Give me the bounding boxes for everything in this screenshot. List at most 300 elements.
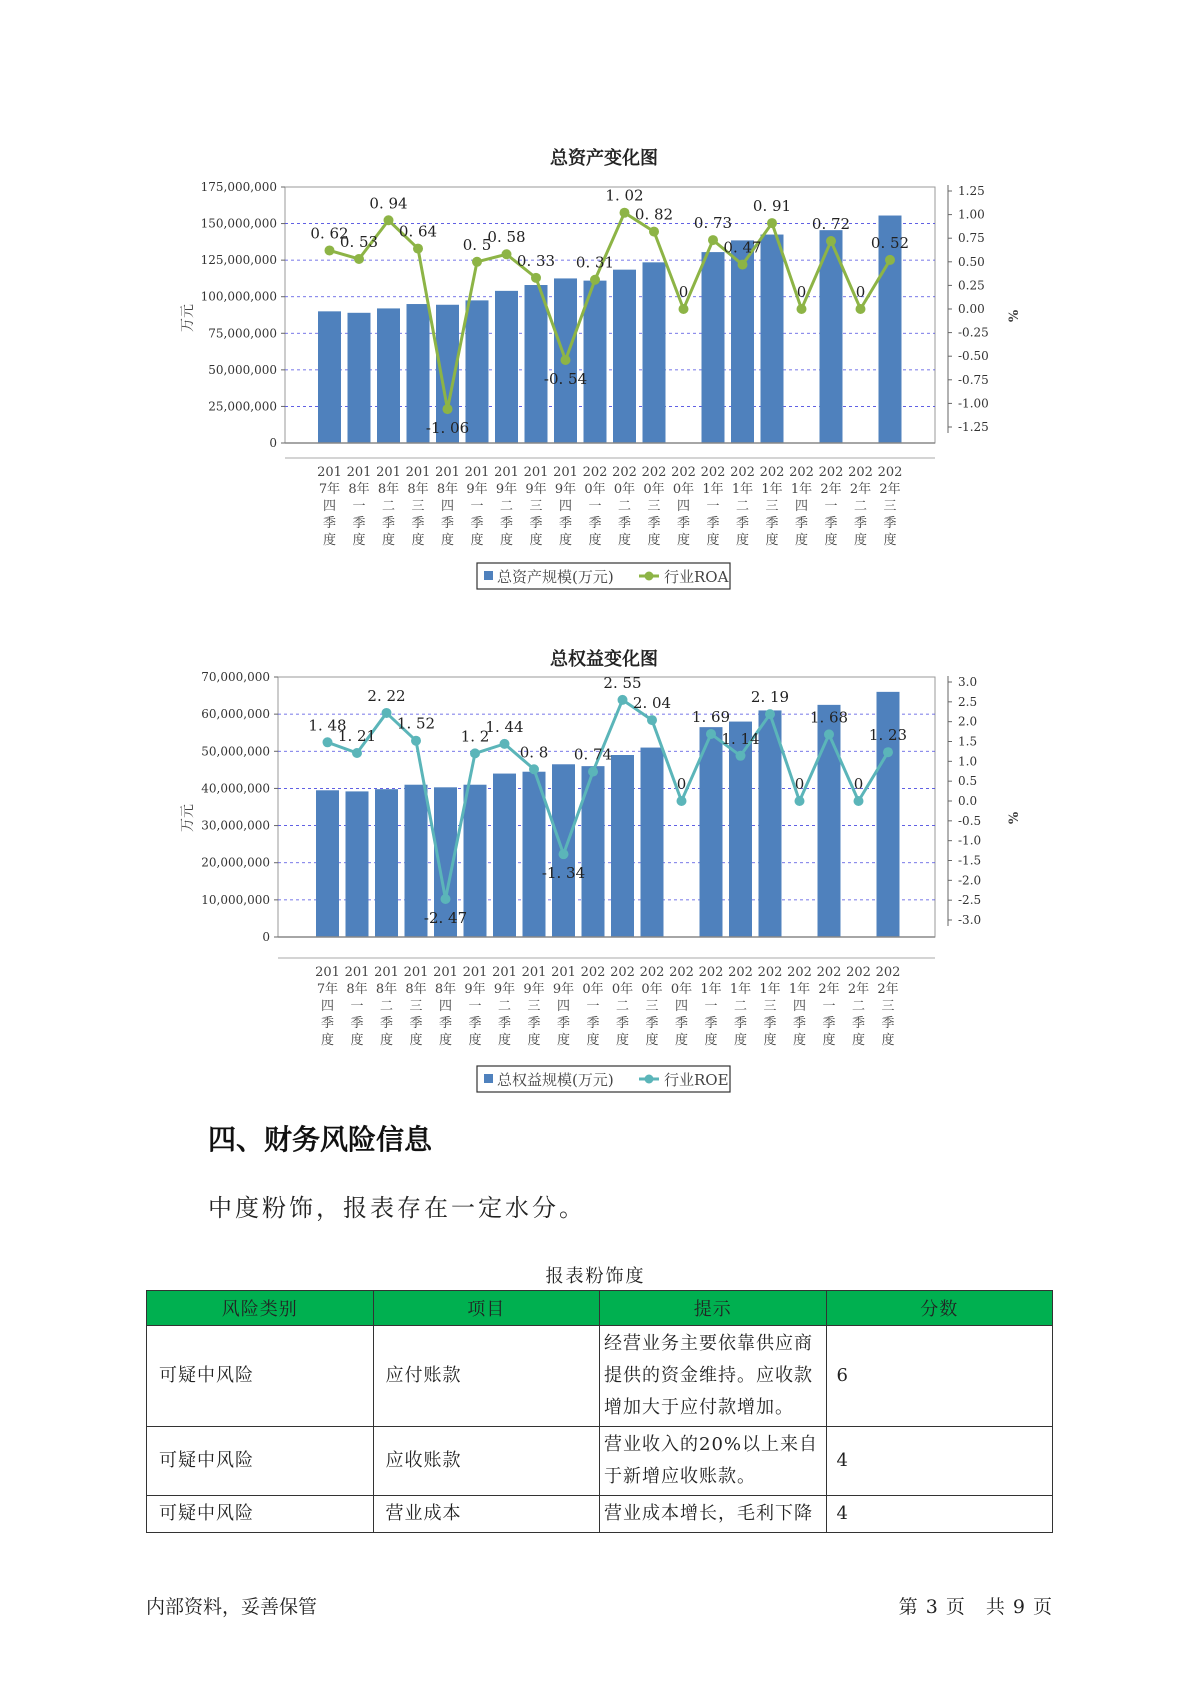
left-tick-label: 50,000,000 (201, 744, 270, 759)
category-label: 季 (853, 516, 868, 531)
line-point (826, 236, 836, 246)
category-label: 201 (494, 465, 519, 480)
line-point (441, 894, 451, 904)
data-label: 0. 74 (573, 745, 613, 764)
category-label: 8年 (407, 482, 429, 497)
category-label: 202 (612, 465, 637, 480)
category-label: 四 (556, 999, 571, 1014)
category-label: 季 (794, 516, 809, 531)
category-label: 一 (470, 499, 484, 514)
left-tick-label: 40,000,000 (201, 781, 270, 796)
category-label: 三 (645, 999, 659, 1014)
data-label: -0. 54 (543, 369, 588, 388)
category-label: 三 (527, 999, 541, 1014)
line-point (472, 257, 482, 267)
data-label: 0 (794, 775, 805, 793)
category-label: 201 (374, 965, 399, 980)
category-label: 度 (824, 533, 838, 548)
category-label: 三 (765, 499, 779, 514)
legend-bar-swatch (484, 1074, 493, 1083)
right-tick-label: 0.25 (958, 278, 985, 293)
category-label: 202 (787, 965, 812, 980)
category-label: 202 (759, 465, 785, 480)
category-label: 季 (822, 1016, 836, 1031)
category-label: 8年 (434, 982, 457, 997)
category-label: 度 (792, 1033, 807, 1048)
category-label: 202 (669, 965, 694, 980)
category-label: 季 (379, 1016, 394, 1031)
category-label: 四 (676, 499, 691, 514)
left-axis-label: 万元 (180, 304, 196, 332)
line-point (529, 764, 539, 774)
category-label: 8年 (348, 482, 370, 497)
bar (700, 727, 723, 937)
data-label: 0. 64 (398, 222, 438, 241)
right-tick-label: 1.5 (958, 734, 978, 749)
category-label: 季 (529, 516, 543, 531)
category-label: 7年 (318, 482, 341, 497)
category-label: 一 (588, 499, 602, 514)
legend-bar-label: 总权益规模(万元) (497, 1071, 614, 1089)
category-label: 201 (405, 465, 431, 480)
line-point (323, 737, 333, 747)
legend-line-swatch (645, 572, 654, 581)
category-label: 二 (735, 499, 750, 514)
data-label: 0. 53 (339, 232, 379, 251)
line-point (767, 218, 777, 228)
category-label: 季 (735, 516, 750, 531)
bar (761, 235, 784, 443)
right-tick-label: -0.75 (958, 372, 989, 387)
category-label: 季 (499, 516, 514, 531)
category-label: 三 (411, 499, 425, 514)
legend (477, 563, 730, 589)
category-label: 度 (883, 533, 897, 548)
bar (495, 291, 518, 443)
category-label: 1年 (702, 482, 724, 497)
line-point (352, 748, 362, 758)
category-label: 202 (698, 965, 724, 980)
tip-cell: 营业收入的20%以上来自于新增应收账款。 (600, 1427, 827, 1496)
category-label: 季 (824, 516, 838, 531)
right-tick-label: 2.5 (958, 694, 978, 709)
category-label: 季 (468, 1016, 482, 1031)
category-label: 三 (409, 999, 423, 1014)
category-label: 度 (645, 1033, 659, 1048)
bar (377, 308, 400, 443)
data-label: 0. 8 (519, 743, 549, 762)
category-label: 2年 (849, 482, 872, 497)
bar (611, 755, 634, 937)
category-label: 201 (344, 965, 370, 980)
category-label: 201 (315, 965, 340, 980)
category-label: 201 (523, 465, 549, 480)
category-label: 度 (794, 533, 809, 548)
right-tick-label: 0.5 (958, 774, 978, 789)
data-label: -1. 34 (541, 864, 586, 883)
line-point (500, 739, 510, 749)
category-label: 201 (317, 465, 342, 480)
category-label: 一 (706, 499, 720, 514)
category-label: 8年 (377, 482, 400, 497)
category-label: 度 (735, 533, 750, 548)
category-label: 季 (440, 516, 455, 531)
category-label: 三 (763, 999, 777, 1014)
line-point (795, 796, 805, 806)
left-tick-label: 175,000,000 (200, 180, 277, 194)
bar (759, 710, 782, 937)
bar (702, 252, 725, 443)
category-label: 1年 (761, 482, 783, 497)
data-label: 2. 19 (750, 688, 790, 707)
line-point (354, 254, 364, 264)
category-label: 202 (877, 465, 903, 480)
data-label: 0. 62 (310, 224, 349, 243)
line-point (413, 244, 423, 254)
line-point (502, 249, 512, 259)
line-point (620, 208, 630, 218)
category-label: 202 (816, 965, 842, 980)
table-row (147, 1326, 1053, 1427)
category-label: 201 (553, 465, 578, 480)
category-label: 度 (558, 533, 573, 548)
data-label: 1. 69 (691, 707, 731, 726)
chart-title: 总权益变化图 (550, 649, 658, 670)
category-label: 季 (674, 1016, 689, 1031)
right-tick-label: -1.00 (958, 396, 989, 411)
category-label: 三 (529, 499, 543, 514)
category-label: 202 (730, 465, 755, 480)
category-label: 201 (521, 965, 547, 980)
category-label: 8年 (375, 982, 398, 997)
header-score: 分数 (826, 1291, 1053, 1326)
category-label: 201 (462, 965, 488, 980)
category-label: 9年 (493, 982, 516, 997)
category-label: 季 (556, 1016, 571, 1031)
category-label: 1年 (731, 482, 754, 497)
data-label: 0. 5 (462, 235, 492, 254)
category-label: 度 (853, 533, 868, 548)
data-label: 1. 44 (485, 717, 524, 736)
category-label: 四 (440, 499, 455, 514)
category-label: 一 (586, 999, 600, 1014)
data-label: 0. 91 (752, 197, 792, 216)
category-label: 度 (497, 1033, 512, 1048)
category-label: 2年 (820, 482, 842, 497)
category-label: 1年 (729, 982, 752, 997)
category-label: 0年 (641, 982, 663, 997)
category-label: 度 (822, 1033, 836, 1048)
category-label: 季 (438, 1016, 453, 1031)
line-point (647, 715, 657, 725)
category-label: 2年 (879, 482, 901, 497)
table-header-row (147, 1291, 1053, 1326)
category-label: 度 (556, 1033, 571, 1048)
category-label: 二 (499, 499, 514, 514)
category-label: 季 (647, 516, 661, 531)
category-label: 度 (322, 533, 337, 548)
category-label: 9年 (523, 982, 545, 997)
category-label: 三 (883, 499, 897, 514)
category-label: 度 (617, 533, 632, 548)
score-cell: 6 (826, 1326, 1053, 1427)
right-tick-label: 0.0 (958, 794, 978, 808)
line-point (588, 767, 598, 777)
data-label: 1. 68 (809, 708, 849, 727)
right-axis-label: % (1007, 309, 1022, 323)
line-point (559, 849, 569, 859)
category-label: 0年 (584, 482, 606, 497)
left-tick-label: 20,000,000 (201, 855, 270, 870)
tip-cell: 营业成本增长，毛利下降 (600, 1496, 827, 1533)
category-label: 202 (671, 465, 696, 480)
category-label: 季 (617, 516, 632, 531)
bar (375, 789, 398, 937)
line-point (885, 255, 895, 265)
category-label: 201 (435, 465, 460, 480)
line-point (883, 747, 893, 757)
category-label: 201 (433, 965, 458, 980)
header-risk-category: 风险类别 (147, 1291, 374, 1326)
category-label: 度 (527, 1033, 541, 1048)
category-label: 9年 (525, 482, 547, 497)
data-label: 1. 21 (337, 727, 377, 746)
plot-area (201, 180, 989, 548)
category-label: 0年 (672, 482, 695, 497)
category-label: 一 (822, 999, 836, 1014)
category-label: 一 (352, 499, 366, 514)
data-label: -1. 06 (425, 419, 470, 438)
right-tick-label: 0.00 (958, 302, 985, 316)
category-label: 202 (875, 965, 901, 980)
category-label: 度 (706, 533, 720, 548)
category-label: 度 (615, 1033, 630, 1048)
category-label: 202 (582, 465, 608, 480)
category-label: 度 (529, 533, 543, 548)
category-label: 季 (615, 1016, 630, 1031)
category-label: 1年 (700, 982, 722, 997)
right-tick-label: -1.5 (958, 853, 982, 868)
category-label: 季 (706, 516, 720, 531)
right-tick-label: -1.25 (958, 420, 989, 434)
left-tick-label: 60,000,000 (201, 707, 270, 722)
category-label: 一 (824, 499, 838, 514)
line-point (708, 235, 718, 245)
category-label: 季 (763, 1016, 777, 1031)
right-tick-label: -2.5 (958, 893, 982, 908)
tip-cell: 经营业务主要依靠供应商提供的资金维持。应收款增加大于应付款增加。 (600, 1326, 827, 1427)
right-tick-label: 1.25 (958, 184, 985, 198)
line-point (706, 729, 716, 739)
category-label: 0年 (582, 982, 604, 997)
category-label: 二 (851, 999, 866, 1014)
item-cell: 营业成本 (373, 1496, 600, 1533)
category-label: 季 (645, 1016, 659, 1031)
category-label: 9年 (466, 482, 488, 497)
line-point (561, 355, 571, 365)
category-label: 度 (470, 533, 484, 548)
category-label: 二 (617, 499, 632, 514)
line-point (736, 751, 746, 761)
left-tick-label: 30,000,000 (201, 818, 270, 833)
category-label: 度 (350, 1033, 364, 1048)
left-tick-label: 0 (269, 436, 277, 450)
line-point (856, 304, 866, 314)
line-point (677, 796, 687, 806)
category-label: 202 (641, 465, 667, 480)
category-label: 201 (376, 465, 401, 480)
category-label: 季 (320, 1016, 335, 1031)
table-row (147, 1496, 1053, 1533)
category-label: 202 (610, 965, 635, 980)
category-label: 201 (492, 965, 517, 980)
header-tip: 提示 (600, 1291, 827, 1326)
line-point (470, 748, 480, 758)
category-label: 7年 (316, 982, 339, 997)
bar (318, 311, 341, 443)
category-label: 季 (733, 1016, 748, 1031)
bar (493, 774, 516, 937)
line-point (531, 273, 541, 283)
category-label: 度 (468, 1033, 482, 1048)
right-tick-label: -0.50 (958, 349, 989, 364)
line-point (854, 796, 864, 806)
bar (525, 285, 548, 443)
category-label: 度 (499, 533, 514, 548)
table-caption: 报表粉饰度 (545, 1266, 646, 1287)
category-label: 四 (794, 499, 809, 514)
category-label: 季 (470, 516, 484, 531)
category-label: 度 (733, 1033, 748, 1048)
bar (731, 240, 754, 443)
line-point (649, 227, 659, 237)
legend-line-swatch (645, 1075, 654, 1084)
total-assets-chart (0, 0, 1191, 600)
data-label: 1. 02 (605, 186, 644, 205)
category-label: 二 (615, 999, 630, 1014)
category-label: 季 (765, 516, 779, 531)
category-label: 二 (497, 999, 512, 1014)
item-cell: 应付账款 (373, 1326, 600, 1427)
legend (477, 1066, 730, 1092)
bar (613, 270, 636, 443)
category-label: 季 (409, 1016, 423, 1031)
category-label: 一 (704, 999, 718, 1014)
footer-confidential: 内部资料，妥善保管 (146, 1596, 318, 1618)
line-point (765, 709, 775, 719)
category-label: 0年 (611, 982, 634, 997)
right-tick-label: 1.00 (958, 207, 985, 222)
chart-title: 总资产变化图 (550, 148, 658, 169)
category-label: 9年 (552, 982, 575, 997)
left-tick-label: 50,000,000 (208, 362, 277, 377)
category-label: 季 (558, 516, 573, 531)
section-title: 四、财务风险信息 (208, 1123, 433, 1156)
category-label: 8年 (405, 982, 427, 997)
category-label: 度 (352, 533, 366, 548)
right-tick-label: -0.5 (958, 813, 982, 828)
category-label: 二 (379, 999, 394, 1014)
item-cell: 应收账款 (373, 1427, 600, 1496)
data-label: 0. 73 (693, 214, 733, 233)
data-label: 0 (676, 775, 687, 793)
table-row (147, 1427, 1053, 1496)
category-label: 季 (851, 1016, 866, 1031)
category-label: 季 (350, 1016, 364, 1031)
risk-table (146, 1290, 1053, 1533)
data-label: 1. 2 (460, 727, 490, 746)
category-label: 季 (704, 1016, 718, 1031)
data-label: 2. 55 (603, 673, 642, 692)
category-label: 0年 (643, 482, 665, 497)
total-equity-chart (0, 600, 1191, 1200)
category-label: 四 (322, 499, 337, 514)
risk-category-cell: 可疑中风险 (147, 1427, 374, 1496)
data-label: 0 (853, 775, 864, 793)
line-point (411, 736, 421, 746)
left-axis-label: 万元 (180, 804, 196, 832)
line-point (382, 708, 392, 718)
category-label: 季 (352, 516, 366, 531)
category-label: 季 (497, 1016, 512, 1031)
category-label: 度 (765, 533, 779, 548)
category-label: 度 (851, 1033, 866, 1048)
risk-category-cell: 可疑中风险 (147, 1496, 374, 1533)
category-label: 季 (883, 516, 897, 531)
category-label: 三 (881, 999, 895, 1014)
category-label: 二 (381, 499, 396, 514)
right-tick-label: -2.0 (958, 873, 982, 888)
data-label: 0. 94 (369, 194, 408, 213)
risk-category-cell: 可疑中风险 (147, 1326, 374, 1427)
right-tick-label: -3.0 (958, 913, 982, 927)
bar (348, 313, 371, 443)
category-label: 度 (763, 1033, 777, 1048)
category-label: 1年 (759, 982, 781, 997)
legend-line-label: 行业ROE (664, 1071, 729, 1089)
category-label: 四 (320, 999, 335, 1014)
category-label: 四 (438, 999, 453, 1014)
bar (818, 705, 841, 937)
data-label: 1. 23 (868, 726, 908, 745)
category-label: 202 (757, 965, 783, 980)
category-label: 8年 (346, 982, 368, 997)
data-label: 0. 72 (811, 215, 851, 234)
category-label: 季 (792, 1016, 807, 1031)
plot-area (201, 670, 981, 1048)
bar (316, 790, 339, 937)
data-label: 0. 33 (516, 251, 556, 270)
line-point (325, 245, 335, 255)
category-label: 一 (468, 999, 482, 1014)
category-label: 202 (818, 465, 844, 480)
left-tick-label: 75,000,000 (208, 326, 277, 341)
right-tick-label: 2.0 (958, 714, 978, 729)
bar (641, 748, 664, 937)
data-label: 0. 31 (575, 253, 615, 272)
left-tick-label: 150,000,000 (200, 216, 277, 231)
category-label: 二 (733, 999, 748, 1014)
line-point (443, 404, 453, 414)
data-label: 0. 58 (487, 228, 526, 247)
right-tick-label: 0.75 (958, 231, 985, 246)
line-point (824, 729, 834, 739)
category-label: 0年 (613, 482, 636, 497)
category-label: 202 (848, 465, 873, 480)
category-label: 季 (411, 516, 425, 531)
category-label: 202 (846, 965, 871, 980)
category-label: 度 (588, 533, 602, 548)
